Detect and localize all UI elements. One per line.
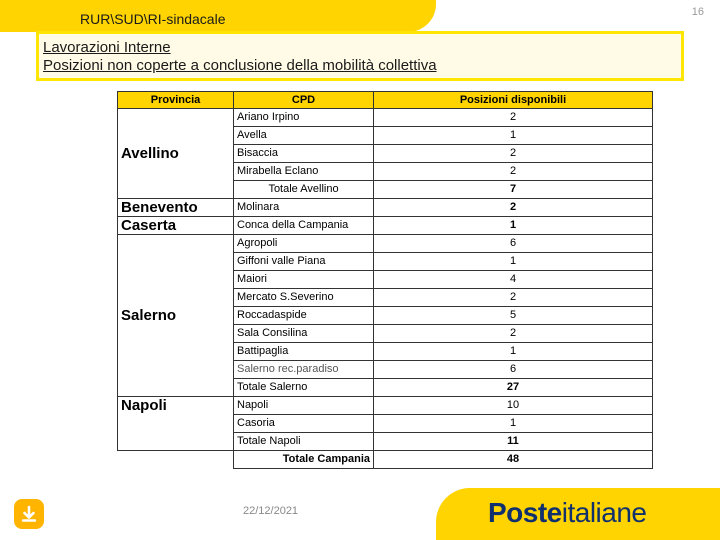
cpd-cell: Giffoni valle Piana (234, 253, 374, 271)
total-label: Totale Salerno (234, 379, 374, 397)
page-number: 16 (691, 6, 704, 18)
positions-cell: 2 (374, 163, 653, 181)
grand-total-value: 48 (374, 451, 653, 469)
logo-bold-part: Poste (488, 497, 562, 528)
col-header-provincia: Provincia (118, 92, 234, 109)
total-label: Totale Avellino (234, 181, 374, 199)
positions-cell: 6 (374, 235, 653, 253)
grand-total-label: Totale Campania (234, 451, 374, 469)
province-cell-napoli: Napoli (118, 397, 234, 451)
province-cell-caserta: Caserta (118, 217, 234, 235)
org-label: RUR\SUD\RI-sindacale (80, 11, 226, 27)
cpd-cell: Maiori (234, 271, 374, 289)
grand-total-row (118, 451, 653, 469)
table-row (118, 217, 653, 235)
cpd-cell: Salerno rec.paradiso (234, 361, 374, 379)
positions-cell: 2 (374, 289, 653, 307)
cpd-cell: Agropoli (234, 235, 374, 253)
cpd-cell: Mercato S.Severino (234, 289, 374, 307)
table-row (118, 397, 653, 415)
total-value: 7 (374, 181, 653, 199)
province-cell-avellino: Avellino (118, 109, 234, 199)
positions-table (117, 91, 653, 469)
total-value: 11 (374, 433, 653, 451)
download-arrow-icon (20, 505, 38, 523)
cpd-cell: Conca della Campania (234, 217, 374, 235)
positions-cell: 5 (374, 307, 653, 325)
cpd-cell: Roccadaspide (234, 307, 374, 325)
cpd-cell: Avella (234, 127, 374, 145)
positions-cell: 1 (374, 343, 653, 361)
positions-cell: 2 (374, 145, 653, 163)
grand-total-spacer (118, 451, 234, 469)
positions-cell: 6 (374, 361, 653, 379)
positions-cell: 2 (374, 109, 653, 127)
positions-cell: 10 (374, 397, 653, 415)
col-header-cpd: CPD (234, 92, 374, 109)
cpd-cell: Battipaglia (234, 343, 374, 361)
total-value: 27 (374, 379, 653, 397)
positions-cell: 2 (374, 199, 653, 217)
table-header-row (118, 92, 653, 109)
province-cell-benevento: Benevento (118, 199, 234, 217)
title-line-1: Lavorazioni Interne (43, 39, 171, 56)
title-box (36, 31, 684, 81)
cpd-cell: Ariano Irpino (234, 109, 374, 127)
positions-cell: 4 (374, 271, 653, 289)
positions-cell: 2 (374, 325, 653, 343)
cpd-cell: Sala Consilina (234, 325, 374, 343)
positions-cell: 1 (374, 253, 653, 271)
table-row (118, 235, 653, 253)
total-label: Totale Napoli (234, 433, 374, 451)
logo-regular-part: italiane (561, 497, 647, 528)
col-header-posizioni: Posizioni disponibili (374, 92, 653, 109)
footer-date: 22/12/2021 (243, 505, 299, 517)
cpd-cell: Mirabella Eclano (234, 163, 374, 181)
title-line-2: Posizioni non coperte a conclusione della mobilità collettiva (43, 57, 437, 74)
cpd-cell: Napoli (234, 397, 374, 415)
positions-cell: 1 (374, 127, 653, 145)
cpd-cell: Molinara (234, 199, 374, 217)
cpd-cell: Casoria (234, 415, 374, 433)
poste-italiane-logo (488, 497, 646, 529)
table-row (118, 199, 653, 217)
table-row (118, 109, 653, 127)
positions-cell: 1 (374, 217, 653, 235)
download-button[interactable] (14, 499, 44, 529)
positions-cell: 1 (374, 415, 653, 433)
cpd-cell: Bisaccia (234, 145, 374, 163)
province-cell-salerno: Salerno (118, 235, 234, 397)
